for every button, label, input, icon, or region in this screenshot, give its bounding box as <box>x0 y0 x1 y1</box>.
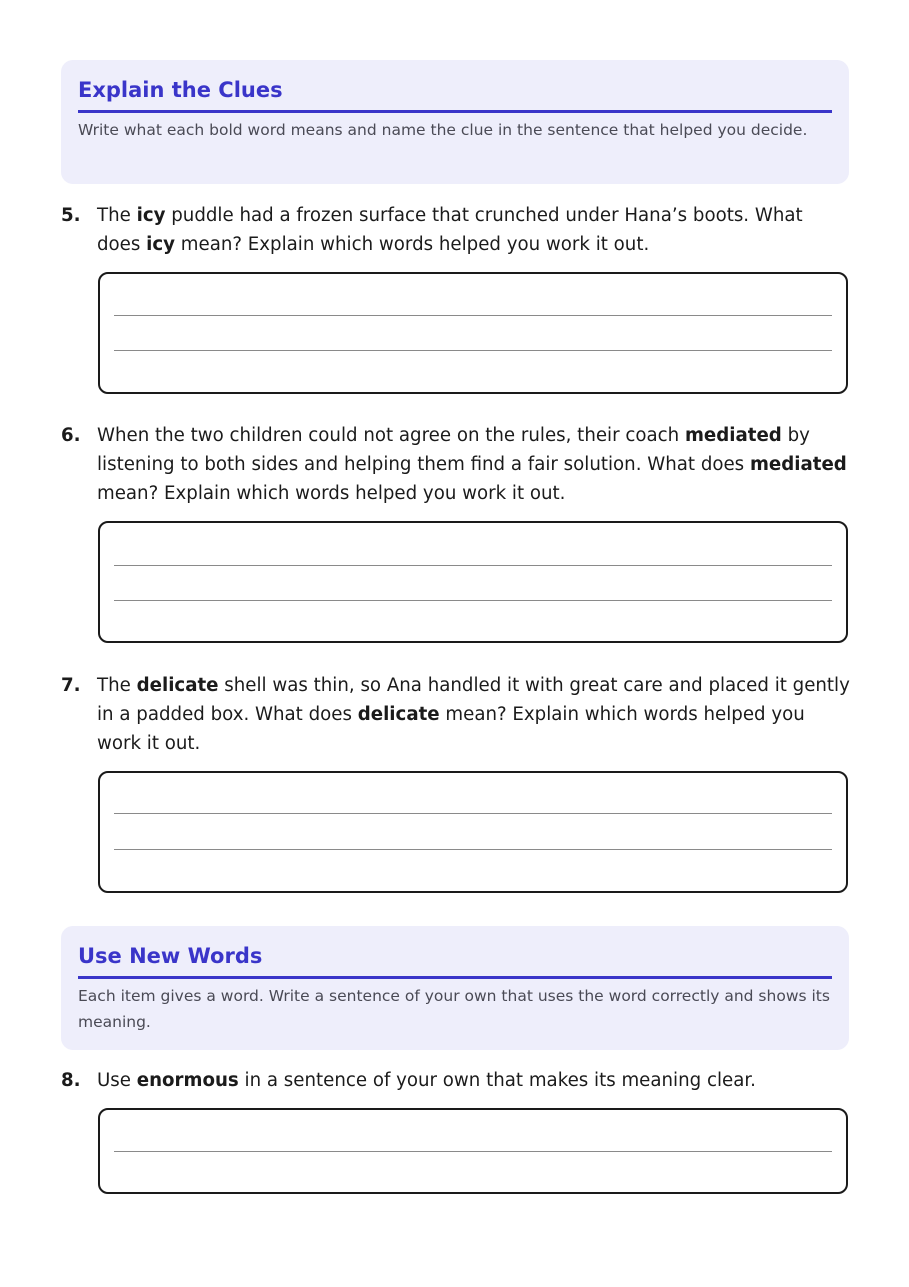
bold-word: icy <box>146 234 175 255</box>
question-text <box>97 1066 851 1095</box>
text-segment: puddle had a frozen surface that crunched under Hana’s boots. What does <box>97 205 803 255</box>
question-text <box>97 421 851 508</box>
question-5 <box>61 201 851 259</box>
question-text <box>97 201 851 259</box>
section-description: Write what each bold word means and name the clue in the sentence that helped you decide. <box>78 121 808 139</box>
answer-line <box>114 813 832 814</box>
bold-word: delicate <box>357 704 440 725</box>
text-segment: The <box>97 205 137 226</box>
text-segment: mean? Explain which words helped you work it out. <box>97 483 566 504</box>
question-number: 8. <box>61 1070 81 1091</box>
question-6 <box>61 421 851 508</box>
answer-line <box>114 849 832 850</box>
answer-line <box>114 600 832 601</box>
question-number: 7. <box>61 675 81 696</box>
text-segment: by listening to both sides and helping them find a fair solution. What does <box>97 425 810 475</box>
bold-word: enormous <box>136 1070 239 1091</box>
question-text <box>97 671 851 758</box>
section-title: Use New Words <box>78 942 832 979</box>
text-segment: mean? Explain which words helped you work it out. <box>175 234 650 255</box>
section-title: Explain the Clues <box>78 76 832 113</box>
text-segment: mean? Explain which words helped you work it out. <box>97 704 805 754</box>
answer-box-7[interactable] <box>98 771 848 893</box>
section-header-explain-clues <box>61 60 849 184</box>
bold-word: delicate <box>136 675 219 696</box>
bold-word: mediated <box>684 425 782 446</box>
answer-line <box>114 565 832 566</box>
text-segment: When the two children could not agree on the rules, their coach <box>97 425 685 446</box>
answer-box-5[interactable] <box>98 272 848 394</box>
bold-word: icy <box>136 205 166 226</box>
question-number: 6. <box>61 425 81 446</box>
section-header-use-new-words <box>61 926 849 1050</box>
question-8 <box>61 1066 851 1095</box>
answer-box-8[interactable] <box>98 1108 848 1194</box>
question-7 <box>61 671 851 758</box>
text-segment: shell was thin, so Ana handled it with great care and placed it gently in a padded box. What does <box>97 675 850 725</box>
answer-line <box>114 350 832 351</box>
question-number: 5. <box>61 205 81 226</box>
answer-box-6[interactable] <box>98 521 848 643</box>
text-segment: Use <box>97 1070 137 1091</box>
text-segment: in a sentence of your own that makes its meaning clear. <box>238 1070 756 1091</box>
section-description: Each item gives a word. Write a sentence of your own that uses the word correctly and shows its meaning. <box>78 987 830 1031</box>
answer-line <box>114 315 832 316</box>
text-segment: The <box>97 675 137 696</box>
answer-line <box>114 1151 832 1152</box>
bold-word: mediated <box>749 454 847 475</box>
